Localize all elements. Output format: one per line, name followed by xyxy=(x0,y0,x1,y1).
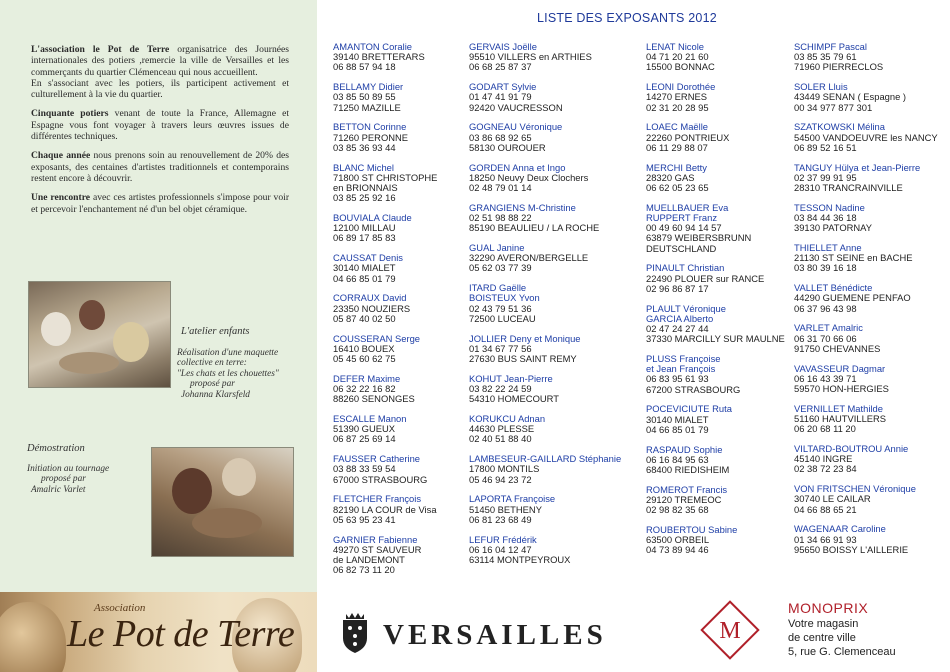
exhibitor-detail: 22490 PLOUER sur RANCE xyxy=(646,272,765,284)
exhibitor-detail: 37330 MARCILLY SUR MAULNE xyxy=(646,333,785,345)
exhibitor-name: VILTARD-BOUTROU Annie xyxy=(794,443,909,455)
exhibitor-entry xyxy=(794,524,944,555)
exhibitor-name: WAGENAAR Caroline xyxy=(794,523,886,535)
exhibitor-detail: 06 68 25 87 37 xyxy=(469,61,532,73)
exhibitor-name: VAVASSEUR Dagmar xyxy=(794,362,886,374)
exhibitor-entry xyxy=(333,213,483,244)
exhibitor-name: KORUKCU Adnan xyxy=(469,413,546,425)
exhibitor-name: FAUSSER Catherine xyxy=(333,453,421,465)
exhibitor-detail: 02 43 79 51 36 xyxy=(469,302,532,314)
exhibitor-name: LAMBESEUR-GAILLARD Stéphanie xyxy=(469,453,622,465)
exhibitor-name: FLETCHER François xyxy=(333,493,422,505)
exhibitor-name: SCHIMPF Pascal xyxy=(794,41,867,52)
exhibitor-entry xyxy=(794,404,944,435)
intro-text xyxy=(31,44,289,223)
exhibitor-name: THIELLET Anne xyxy=(794,242,862,254)
exhibitor-entry xyxy=(333,163,483,204)
exhibitor-detail: 91750 CHEVANNES xyxy=(794,342,881,354)
exhibitor-detail: 06 11 29 88 07 xyxy=(646,141,708,153)
versailles-logo-text: VERSAILLES xyxy=(383,619,607,651)
exhibitor-detail: 43449 SENAN ( Espagne ) xyxy=(794,91,907,103)
exhibitor-detail: 01 47 41 91 79 xyxy=(469,91,532,103)
exhibitor-entry xyxy=(333,293,483,324)
exhibitor-entry xyxy=(646,263,796,294)
exhibitor-detail: 27630 BUS SAINT REMY xyxy=(469,353,577,365)
exhibitor-detail: DEUTSCHLAND xyxy=(646,242,717,254)
exhibitor-entry xyxy=(794,444,944,475)
exhibitor-name: MUELLBAUER Eva xyxy=(646,201,729,213)
exhibitor-name: BELLAMY Didier xyxy=(333,81,404,93)
exhibitor-detail: 04 66 85 01 79 xyxy=(646,423,709,435)
exhibitor-detail: 30140 MIALET xyxy=(333,262,396,274)
exhibitor-detail: 01 34 67 77 56 xyxy=(469,342,532,354)
atelier-photo xyxy=(28,281,171,388)
exhibitor-entry xyxy=(646,314,796,345)
exhibitor-detail: 54310 HOMECOURT xyxy=(469,393,559,405)
exhibitor-detail: 06 87 25 69 14 xyxy=(333,433,396,445)
exhibitor-name: GARCIA Alberto xyxy=(646,312,714,324)
exhibitor-detail: 59570 HON-HERGIES xyxy=(794,383,889,395)
exhibitor-name: BOISTEUX Yvon xyxy=(469,292,540,304)
exhibitor-entry xyxy=(646,525,796,556)
exhibitor-entry xyxy=(794,163,944,194)
exhibitor-name: LEFUR Frédérik xyxy=(469,533,537,545)
exhibitor-detail: 16410 BOUEX xyxy=(333,342,395,354)
exhibitor-detail: 02 31 20 28 95 xyxy=(646,101,709,113)
exhibitor-detail: 06 16 84 95 63 xyxy=(646,453,709,465)
exhibitor-detail: 03 82 22 24 59 xyxy=(469,383,532,395)
exhibitor-entry xyxy=(469,334,619,365)
exhibitor-detail: 39140 BRETTERARS xyxy=(333,51,425,63)
intro-paragraph-3: Chaque année nous prenons soin au renouvellement de 20% des exposants, des centaines d'artistes traditionnels et contemporains restent encore à découvrir. xyxy=(31,150,289,184)
exhibitor-detail: 06 16 43 39 71 xyxy=(794,372,857,384)
exhibitor-detail: 06 37 96 43 98 xyxy=(794,302,857,314)
exhibitor-entry xyxy=(333,454,483,485)
exhibitor-entry xyxy=(646,42,796,73)
exhibitor-column-1 xyxy=(333,42,483,585)
exhibitor-entry xyxy=(333,122,483,153)
exhibitor-name: SOLER Lluis xyxy=(794,81,848,93)
association-label: Association xyxy=(94,602,146,614)
exhibitor-name: AMANTON Coralie xyxy=(333,41,413,52)
exhibitor-detail: 95510 VILLERS en ARTHIES xyxy=(469,51,592,63)
exhibitor-entry xyxy=(469,453,622,485)
exhibitor-entry xyxy=(333,42,483,73)
exhibitor-detail: 06 81 23 68 49 xyxy=(469,513,532,525)
exhibitor-detail: 45140 INGRE xyxy=(794,453,853,465)
exhibitor-detail: 02 98 82 35 68 xyxy=(646,504,709,516)
exhibitor-detail: 12100 MILLAU xyxy=(333,222,396,234)
exhibitor-detail: 03 85 36 93 44 xyxy=(333,141,396,153)
exhibitor-detail: 71800 ST CHRISTOPHE xyxy=(333,171,438,183)
exhibitor-entry xyxy=(646,82,796,113)
exhibitor-entry xyxy=(469,494,619,525)
exhibitor-detail: 21130 ST SEINE en BACHE xyxy=(794,252,913,264)
monoprix-address: Votre magasin de centre ville 5, rue G. Clemenceau xyxy=(788,618,896,658)
exhibitor-detail: 05 45 60 62 75 xyxy=(333,353,396,365)
exhibitor-detail: 06 89 52 16 51 xyxy=(794,141,857,153)
exhibitor-detail: 04 71 20 21 60 xyxy=(646,51,709,63)
exhibitor-entry xyxy=(646,404,796,435)
exhibitor-detail: 05 62 03 77 39 xyxy=(469,262,532,274)
exhibitor-detail: 06 31 70 66 06 xyxy=(794,332,857,344)
exhibitor-entry xyxy=(794,484,944,515)
monoprix-title: MONOPRIX xyxy=(788,600,869,616)
exhibitor-entry xyxy=(794,243,944,274)
exhibitor-entry xyxy=(333,334,483,365)
exhibitor-detail: 03 85 50 89 55 xyxy=(333,91,396,103)
exhibitor-detail: 22260 PONTRIEUX xyxy=(646,131,730,143)
exhibitor-name: PINAULT Christian xyxy=(646,262,725,274)
exhibitor-detail: 67200 STRASBOURG xyxy=(646,383,741,395)
exhibitor-entry xyxy=(469,163,619,194)
exhibitor-detail: 03 84 44 36 18 xyxy=(794,212,857,224)
exhibitor-entry xyxy=(794,42,944,73)
exhibitor-detail: 49270 ST SAUVEUR xyxy=(333,543,422,555)
exhibitor-name: RUPPERT Franz xyxy=(646,212,718,224)
exhibitor-entry xyxy=(469,374,619,405)
exhibitor-name: GUAL Janine xyxy=(469,242,525,254)
exhibitor-detail: 06 83 95 61 93 xyxy=(646,373,709,385)
exhibitor-entry xyxy=(794,323,944,354)
exhibitor-name: ROMEROT Francis xyxy=(646,483,728,495)
exhibitor-detail: 03 86 68 92 65 xyxy=(469,131,532,143)
exhibitor-detail: 92420 VAUCRESSON xyxy=(469,101,563,113)
exhibitor-detail: 71250 MAZILLE xyxy=(333,101,401,113)
exhibitor-column-4 xyxy=(794,42,944,565)
exhibitor-detail: 06 82 73 11 20 xyxy=(333,564,395,576)
exhibitor-detail: 88260 SENONGES xyxy=(333,393,415,405)
intro-paragraph-1: L'association le Pot de Terre organisatrice des Journées internationales des potiers ,remercie la ville de Versailles et les commerçants du quartier Clémenceau qui nous accueillent. En s'associant avec les potiers, ils participent activement et culturellement à la vie du quartier. xyxy=(31,44,289,101)
exhibitor-detail: 28310 TRANCRAINVILLE xyxy=(794,182,903,194)
exhibitor-entry xyxy=(333,374,483,405)
svg-text:M: M xyxy=(719,618,741,644)
exhibitor-detail: 15500 BONNAC xyxy=(646,61,715,73)
exhibitor-name: COUSSERAN Serge xyxy=(333,332,421,344)
exhibitor-detail: 95650 BOISSY L'AILLERIE xyxy=(794,543,909,555)
exhibitor-detail: 03 85 25 92 16 xyxy=(333,192,396,204)
exhibitor-detail: 03 80 39 16 18 xyxy=(794,262,857,274)
exhibitor-detail: 29120 TREMEOC xyxy=(646,494,722,506)
exhibitor-detail: 51450 BETHENY xyxy=(469,503,542,515)
exhibitor-detail: 06 20 68 11 20 xyxy=(794,423,856,435)
exhibitor-name: TESSON Nadine xyxy=(794,201,865,213)
exhibitor-name: PLUSS Françoise xyxy=(646,353,721,365)
exhibitor-name: BOUVIALA Claude xyxy=(333,212,412,224)
exhibitor-detail: 23350 NOUZIERS xyxy=(333,302,411,314)
exhibitor-name: LOAEC Maëlle xyxy=(646,121,709,133)
exhibitor-entry xyxy=(646,163,796,194)
exhibitor-detail: 28320 GAS xyxy=(646,171,695,183)
exhibitor-name: GERVAIS Joëlle xyxy=(469,41,537,52)
exhibitor-detail: en BRIONNAIS xyxy=(333,182,398,194)
exhibitor-entry xyxy=(794,82,944,113)
exhibitor-name: ESCALLE Manon xyxy=(333,413,407,425)
demo-caption: Initiation au tournage proposé par Amalric Varlet xyxy=(27,464,110,495)
exhibitor-detail: 03 88 33 59 54 xyxy=(333,463,396,475)
exhibitor-entry xyxy=(469,414,619,445)
exhibitor-entry xyxy=(469,122,619,153)
exhibitor-name: TANGUY Hülya et Jean-Pierre xyxy=(794,161,921,173)
intro-paragraph-2: Cinquante potiers venant de toute la France, Allemagne et Espagne vous font voyager à travers leurs œuvres issues de différentes techniques. xyxy=(31,108,290,143)
exhibitor-detail: 30740 LE CAILAR xyxy=(794,493,871,505)
exhibitor-name: GARNIER Fabienne xyxy=(333,533,418,545)
exhibitor-name: VARLET Amalric xyxy=(794,322,863,334)
exhibitor-detail: 44630 PLESSE xyxy=(469,423,535,435)
exhibitor-entry xyxy=(333,535,483,576)
exhibitor-detail: 06 16 04 12 47 xyxy=(469,543,532,555)
exhibitor-detail: 04 66 88 65 21 xyxy=(794,503,857,515)
exhibitor-name: VALLET Bénédicte xyxy=(794,282,873,294)
exhibitor-name: LEONI Dorothée xyxy=(646,81,716,93)
exhibitor-entry xyxy=(794,122,944,153)
exhibitor-name: et Jean François xyxy=(646,363,716,375)
exhibitor-entry xyxy=(646,122,796,153)
exhibitor-detail: 04 73 89 94 46 xyxy=(646,544,709,556)
exhibitor-name: LAPORTA Françoise xyxy=(469,493,556,505)
exhibitor-detail: 72500 LUCEAU xyxy=(469,312,536,324)
exhibitor-name: ITARD Gaëlle xyxy=(469,282,527,294)
intro-paragraph-4: Une rencontre avec ces artistes professionnels s'impose pour voir et percevoir l'enchantement né d'un bel objet céramique. xyxy=(31,192,290,215)
monoprix-m-logo-icon xyxy=(700,600,760,660)
exhibitor-entry xyxy=(469,42,619,73)
exhibitor-detail: 30140 MIALET xyxy=(646,413,709,425)
exhibitor-name: RASPAUD Sophie xyxy=(646,443,723,455)
exhibitor-name: VON FRITSCHEN Véronique xyxy=(794,483,916,495)
exhibitor-name: SZATKOWSKI Mélina xyxy=(794,121,885,133)
list-title: LISTE DES EXPOSANTS 2012 xyxy=(537,11,717,25)
exhibitor-name: GOGNEAU Véronique xyxy=(469,121,563,133)
exhibitor-entry xyxy=(794,364,944,395)
exhibitor-detail: 06 88 57 94 18 xyxy=(333,61,396,73)
exhibitor-detail: 14270 ERNES xyxy=(646,91,707,103)
exhibitor-detail: 02 38 72 23 84 xyxy=(794,463,857,475)
exhibitor-name: CORRAUX David xyxy=(333,292,407,304)
exhibitor-name: PLAULT Véronique xyxy=(646,302,726,314)
exhibitor-detail: 63500 ORBEIL xyxy=(646,534,710,546)
exhibitor-detail: 18250 Neuvy Deux Clochers xyxy=(469,171,589,183)
atelier-caption: Réalisation d'une maquette collective en terre: "Les chats et les chouettes" proposé par Johanna Klarsfeld xyxy=(177,348,279,400)
exhibitor-detail: 04 66 85 01 79 xyxy=(333,272,396,284)
exhibitor-name: ROUBERTOU Sabine xyxy=(646,524,738,536)
demo-photo xyxy=(151,447,294,557)
atelier-title: L'atelier enfants xyxy=(181,326,250,337)
exhibitor-name: LENAT Nicole xyxy=(646,41,705,52)
exhibitor-name: BLANC Michel xyxy=(333,161,394,173)
exhibitor-column-3 xyxy=(646,42,796,565)
demo-title: Démostration xyxy=(27,443,85,454)
exhibitor-entry xyxy=(469,243,619,274)
exhibitor-detail: de LANDEMONT xyxy=(333,554,405,566)
exhibitor-detail: 63879 WEIBERSBRUNN xyxy=(646,232,752,244)
exhibitor-detail: 39130 PATORNAY xyxy=(794,222,872,234)
exhibitor-entry xyxy=(794,283,944,314)
exhibitor-detail: 63114 MONTPEYROUX xyxy=(469,554,571,566)
exhibitor-detail: 02 40 51 88 40 xyxy=(469,433,532,445)
exhibitor-entry xyxy=(333,494,483,525)
exhibitor-detail: 02 96 86 87 17 xyxy=(646,282,709,294)
exhibitor-entry xyxy=(646,445,796,476)
exhibitor-detail: 06 89 17 85 83 xyxy=(333,232,396,244)
exhibitor-detail: 51160 HAUTVILLERS xyxy=(794,413,887,425)
exhibitor-entry xyxy=(646,485,796,516)
exhibitor-name: MERCHI Betty xyxy=(646,161,707,173)
exhibitor-detail: 02 51 98 88 22 xyxy=(469,212,532,224)
exhibitor-detail: 17800 MONTILS xyxy=(469,463,540,475)
exhibitor-name: GORDEN Anna et Ingo xyxy=(469,161,566,173)
exhibitor-detail: 71960 PIERRECLOS xyxy=(794,61,884,73)
exhibitor-detail: 44290 GUEMENE PENFAO xyxy=(794,292,911,304)
exhibitor-detail: 68400 RIEDISHEIM xyxy=(646,464,730,476)
exhibitor-entry xyxy=(646,213,796,254)
exhibitor-entry xyxy=(469,293,619,324)
exhibitor-entry xyxy=(333,82,483,113)
exhibitor-detail: 67000 STRASBOURG xyxy=(333,473,428,485)
exhibitor-detail: 02 47 24 27 44 xyxy=(646,323,709,335)
exhibitor-entry xyxy=(333,253,483,284)
exhibitor-detail: 03 85 35 79 61 xyxy=(794,51,857,63)
exhibitor-name: BETTON Corinne xyxy=(333,121,407,133)
exhibitor-detail: 85190 BEAULIEU / LA ROCHE xyxy=(469,222,600,234)
exhibitor-detail: 05 63 95 23 41 xyxy=(333,513,396,525)
exhibitor-detail: 54500 VANDOEUVRE les NANCY xyxy=(794,131,938,143)
exhibitor-entry xyxy=(333,414,483,445)
versailles-crest-icon xyxy=(340,612,370,654)
exhibitor-entry xyxy=(469,82,619,113)
exhibitor-detail: 02 48 79 01 14 xyxy=(469,182,532,194)
exhibitor-detail: 05 87 40 02 50 xyxy=(333,312,396,324)
exhibitor-name: GRANGIENS M-Christine xyxy=(469,201,576,213)
exhibitor-entry xyxy=(794,203,944,234)
exhibitor-entry xyxy=(469,203,619,234)
exhibitor-entry xyxy=(646,364,796,395)
pot-de-terre-logo-text: Le Pot de Terre xyxy=(67,613,295,655)
exhibitor-detail: 32290 AVERON/BERGELLE xyxy=(469,252,589,264)
exhibitor-detail: 05 46 94 23 72 xyxy=(469,473,532,485)
exhibitor-detail: 02 37 99 91 95 xyxy=(794,171,857,183)
exhibitor-name: VERNILLET Mathilde xyxy=(794,402,883,414)
exhibitor-detail: 51390 GUEUX xyxy=(333,423,396,435)
exhibitor-detail: 82190 LA COUR de Visa xyxy=(333,503,437,515)
exhibitor-detail: 00 34 977 877 301 xyxy=(794,101,873,113)
exhibitor-name: KOHUT Jean-Pierre xyxy=(469,372,553,384)
exhibitor-detail: 06 32 22 16 82 xyxy=(333,383,396,395)
exhibitor-name: GODART Sylvie xyxy=(469,81,537,93)
exhibitor-name: CAUSSAT Denis xyxy=(333,252,403,264)
exhibitor-detail: 58130 OUROUER xyxy=(469,141,546,153)
exhibitor-column-2 xyxy=(469,41,622,575)
exhibitor-name: JOLLIER Deny et Monique xyxy=(469,332,581,344)
exhibitor-detail: 06 62 05 23 65 xyxy=(646,182,709,194)
exhibitor-name: POCEVICIUTE Ruta xyxy=(646,403,732,415)
exhibitor-entry xyxy=(469,535,619,566)
exhibitor-detail: 01 34 66 91 93 xyxy=(794,533,857,545)
exhibitor-name: DEFER Maxime xyxy=(333,372,401,384)
exhibitor-detail: 71260 PERONNE xyxy=(333,131,409,143)
exhibitor-detail: 00 49 60 94 14 57 xyxy=(646,222,722,234)
